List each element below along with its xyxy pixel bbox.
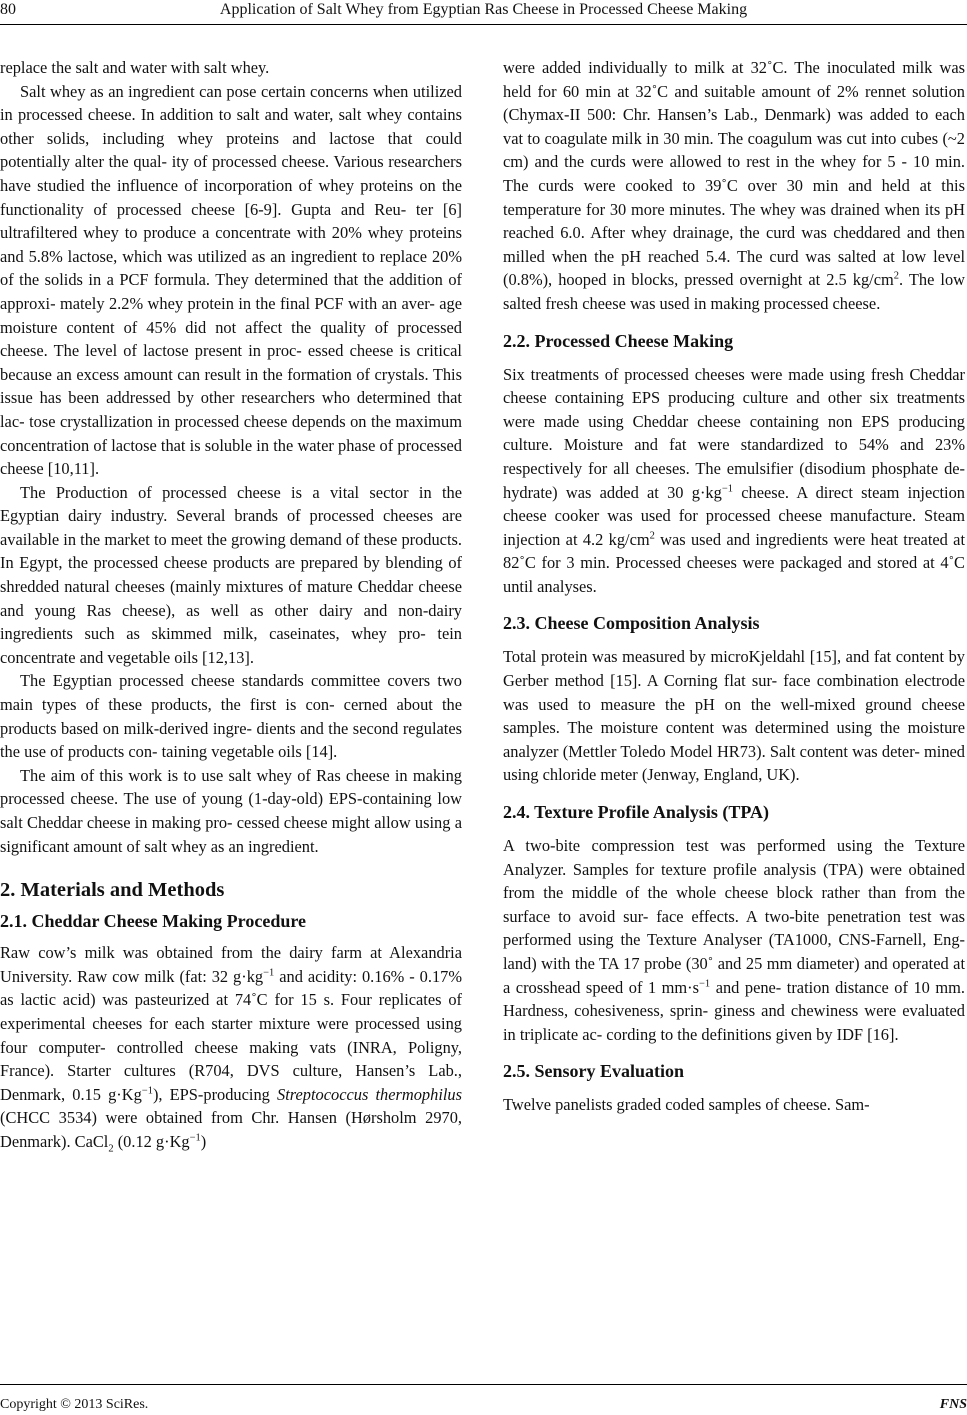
page-header [0,0,967,25]
subsection-title-processed-cheese: 2.2. Processed Cheese Making [503,330,734,351]
page-number: 80 [0,1,16,18]
copyright-text: Copyright © 2013 SciRes. [0,1397,149,1412]
subsection-title-tpa: 2.4. Texture Profile Analysis (TPA) [503,802,770,823]
paragraph-composition: Total protein was measured by microKjeldahl [15], and fat content by Gerber method [15]. A Corning flat sur- face combination electrode was used to measure the pH on the well-mixed ground cheese samples. The moisture content was determined using the moisture analyzer (Mettler Toledo Model HR73). Salt content was deter- mined using chloride meter (Jenway, England, UK). [503,647,965,785]
paragraph-cheddar-procedure: Raw cow’s milk was obtained from the dairy farm at Alexandria University. Raw cow milk (fat: 32 $g\cdot kg^{-1}$ and acidity: 0.16% - 0.17% as lactic acid) was pasteurized at 74˚C for 15 s. Four replicates of experimental cheeses for each starter mixture were processed using four computer- controlled cheese making vats (INRA, Poligny, France). Starter cultures (R704, DVS culture, Hansen’s Lab., Denmark, 0.15 $g\cdot Kg^{-1}$), EPS-producing Streptococcus thermophilus (CHCC 3534) were obtained from Chr. Hansen (Hørsholm 2970, Denmark). CaCl$_2$ (0.12 $g\cdot Kg^{-1}$) [0,943,462,1155]
subsection-title-cheddar-procedure: 2.1. Cheddar Cheese Making Procedure [0,911,306,932]
subsection-title-sensory: 2.5. Sensory Evaluation [503,1061,685,1082]
right-column [503,56,965,1117]
paragraph-sensory: Twelve panelists graded coded samples of cheese. Sam- [503,1095,870,1115]
paragraph-salt-whey-concerns: Salt whey as an ingredient can pose certain concerns when utilized in processed cheese. In addition to salt and water, salt whey contains other solids, including whey proteins and lactose that could potentially alter the qual- ity of processed cheese. Various researchers have studied the influence of incorporation of whey proteins on the functionality of processed cheese [6-9]. Gupta and Reu- ter [6] ultrafiltered whey to produce a concentrate with 20% whey proteins and 5.8% lactose, which was utilized as an ingredient to replace 20% of the solids in a PCF formula. They determined that the addition of approxi- mately 2.2% whey protein in the final PCF with an aver- age moisture content of 45% did not affect the quality of processed cheese. The level of lactose present in proc- essed cheese is critical because an excess amount can result in the formation of crystals. This issue has been addressed by other researchers who determined that lac- tose crystallization in processed cheese depends on the maximum concentration of lactose that is soluble in the water phase of processed cheese [10,11]. [0,81,462,479]
left-column [0,56,462,1154]
paragraph-procedure-continued: were added individually to milk at 32˚C. The inoculated milk was held for 60 min at 32˚C and suitable amount of 2% rennet solution (Chymax-II 500: Chr. Hansen’s Lab., Denmark) was added to each vat to coagulate milk in 30 min. The coagulum was cut into cubes (~2 cm) and the curds were allowed to rest in the whey for 5 - 10 min. The curds were cooked to 39˚C over 30 min and held at this temperature for 30 more minutes. The whey was drained when its pH reached 6.0. After whey drainage, the curd was cheddared and then milled when the pH reached 5.4. The curd was salted at low level (0.8%), hooped in blocks, pressed overnight at 2.5 $kg/cm^2$. The low salted fresh cheese was used in making processed cheese. [503,58,965,313]
paragraph-egyptian-production: The Production of processed cheese is a vital sector in the Egyptian dairy industry. Several brands of processed cheeses are available in the market to meet the growing demand of these products. In Egypt, the processed cheese products are prepared by blending of shredded natural cheeses (mainly mixtures of mature Cheddar cheese and young Ras cheese), as well as other dairy and non-dairy ingredients such as skimmed milk, caseinates, whey pro- tein concentrate and vegetable oils [12,13]. [0,482,462,667]
paragraph-standards-committee: The Egyptian processed cheese standards committee covers two main types of these products, the first is con- cerned about the products based on milk-derived ingre- dients and the second regulates the use of products con- taining vegetable oils [14]. [0,671,462,762]
paragraph-continuation: replace the salt and water with salt whey. [0,58,270,77]
section-title-materials-methods: 2. Materials and Methods [0,879,225,902]
journal-abbreviation: FNS [939,1397,967,1412]
subsection-title-composition: 2.3. Cheese Composition Analysis [503,613,760,634]
running-title: Application of Salt Whey from Egyptian Ras Cheese in Processed Cheese Making [219,1,748,18]
page-footer [0,1384,967,1415]
paragraph-processed-cheese: Six treatments of processed cheeses were made using fresh Cheddar cheese containing EPS producing culture and other six treatments were made using Cheddar cheese containing non EPS producing culture. Moisture and fat were standardized to 54% and 23% respectively for all cheeses. The emulsifier (disodium phosphate de- hydrate) was added at 30 $g\cdot kg^{-1}$ cheese. A direct steam injection cheese cooker was used for processed cheese manufacture. Steam injection at 4.2 $kg/cm^2$ was used and ingredients were heat treated at 82˚C for 3 min. Processed cheeses were packaged and stored at 4˚C until analyses. [503,364,966,596]
paragraph-aim: The aim of this work is to use salt whey of Ras cheese in making processed cheese. The use of young (1-day-old) EPS-containing low salt Cheddar cheese in making pro- cessed cheese might allow using a significant amount of salt whey as an ingredient. [0,765,462,856]
paragraph-tpa: A two-bite compression test was performed using the Texture Analyzer. Samples for texture profile analysis (TPA) were obtained from the middle of the whole cheese block rather than from the surface to avoid sur- face effects. A two-bite penetration test was performed using the Texture Analyser (TA1000, CNS-Farnell, Eng- land) with the TA 17 probe (30˚ and 25 mm diameter) and operated at a crosshead speed of 1 $mm\cdot s^{-1}$ and pene- tration distance of 10 mm. Hardness, cohesiveness, sprin- giness and chewiness were evaluated in triplicate ac- cording to the definitions given by IDF [16]. [503,836,965,1044]
